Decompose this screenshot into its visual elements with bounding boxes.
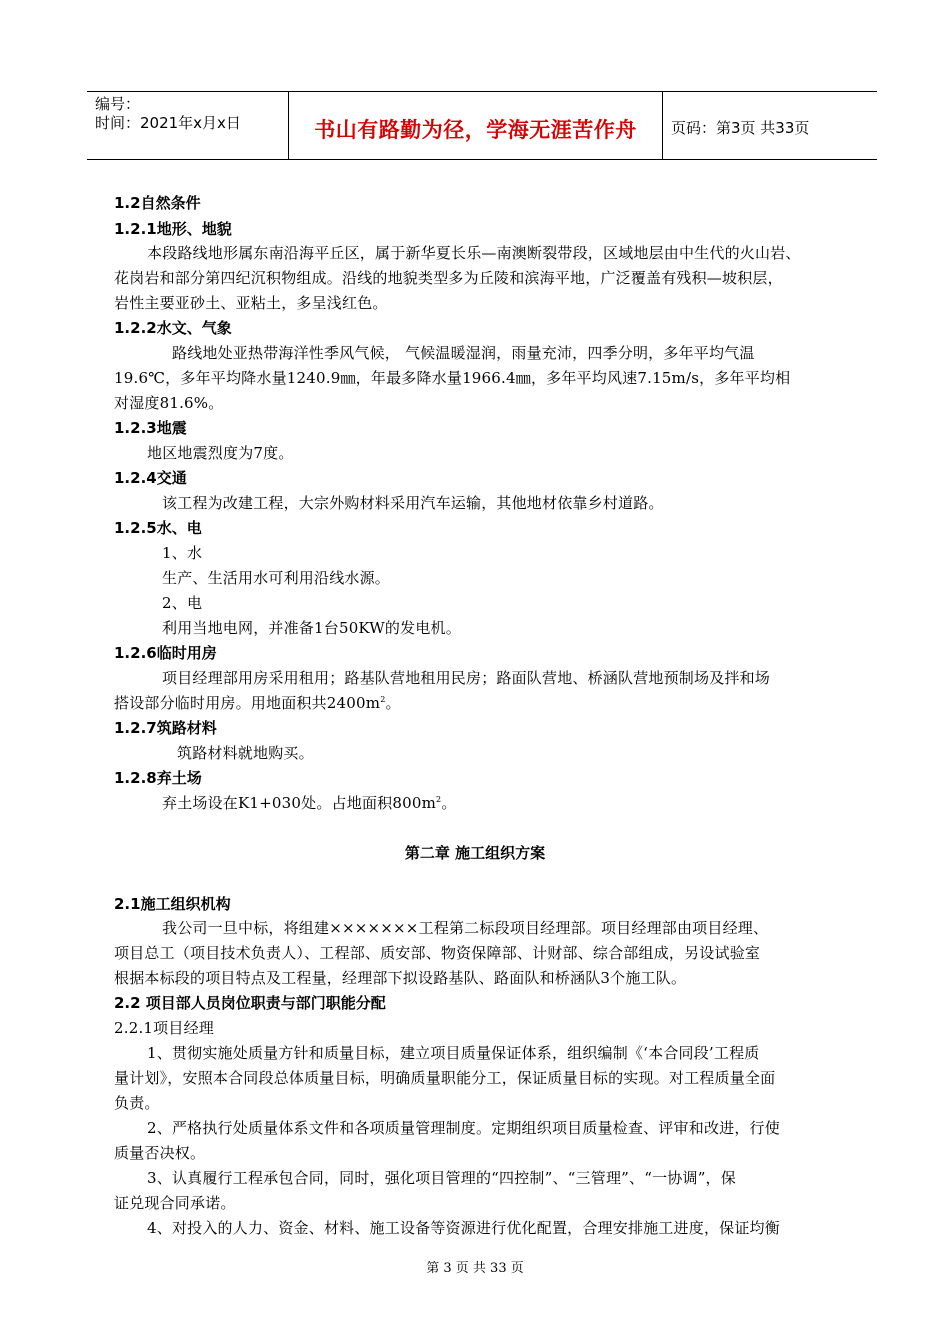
paragraph-line: 3、认真履行工程承包合同，同时，强化项目管理的“四控制”、“三管理”、“一协调”，保	[147, 1169, 736, 1187]
paragraph-line: 我公司一旦中标，将组建×××××××工程第二标段项目经理部。项目经理部由项目经理、	[162, 919, 769, 937]
paragraph-line: 2、严格执行处质量体系文件和各项质量管理制度。定期组织项目质量检查、评审和改进，行使	[147, 1119, 780, 1137]
page-footer: 第 3 页 共 33 页	[426, 1261, 524, 1276]
paragraph-line: 证兑现合同承诺。	[114, 1194, 236, 1212]
list-item: 1、水	[162, 544, 203, 562]
superscript: 2	[436, 795, 442, 804]
heading-1-2-2: 1.2.2水文、气象	[114, 319, 232, 337]
header-meta-cell	[87, 92, 288, 159]
paragraph-line: 生产、生活用水可利用沿线水源。	[162, 569, 391, 587]
heading-2-2: 2.2 项目部人员岗位职责与部门职能分配	[114, 994, 386, 1012]
serial-label: 编号：	[95, 95, 141, 113]
page-header	[87, 91, 877, 160]
paragraph-line: 花岗岩和部分第四纪沉积物组成。沿线的地貌类型多为丘陵和滨海平地，广泛覆盖有残积—坡积层，	[114, 269, 783, 287]
paragraph-line: 量计划》，安照本合同段总体质量目标，明确质量职能分工，保证质量目标的实现。对工程质量全面	[114, 1069, 776, 1087]
paragraph-line: 质量否决权。	[114, 1144, 206, 1162]
heading-1-2-5: 1.2.5水、电	[114, 519, 202, 537]
paragraph-line: 项目总工（项目技术负责人）、工程部、质安部、物资保障部、计财部、综合部组成，另设试验室	[114, 944, 761, 962]
header-page-cell	[662, 92, 877, 159]
paragraph-line: 搭设部分临时用房。用地面积共$2400m^2$。	[114, 694, 401, 712]
chapter-title: 第二章 施工组织方案	[404, 844, 546, 862]
paragraph-line: 该工程为改建工程，大宗外购材料采用汽车运输，其他地材依靠乡村道路。	[162, 494, 664, 512]
paragraph-line: 19.6℃，多年平均降水量1240.9㎜，年最多降水量1966.4㎜，多年平均风速7.15m/s，多年平均相	[114, 369, 791, 387]
paragraph-line: 地区地震烈度为7度。	[147, 444, 294, 462]
paragraph-line: 本段路线地形属东南沿海平丘区，属于新华夏长乐—南澳断裂带段，区域地层由中生代的火山岩、	[147, 244, 801, 262]
heading-1-2: 1.2自然条件	[114, 194, 201, 212]
paragraph-line: 1、贯彻实施处质量方针和质量目标，建立项目质量保证体系，组织编制《‘本合同段’工程质	[147, 1044, 760, 1062]
paragraph-line: 根据本标段的项目特点及工程量，经理部下拟设路基队、路面队和桥涵队3个施工队。	[114, 969, 687, 987]
paragraph-line: 对湿度81.6%。	[114, 394, 224, 412]
paragraph-line: 负责。	[114, 1094, 160, 1112]
page-info: 页码：第3页 共33页	[671, 119, 810, 137]
paragraph-line: 路线地处亚热带海洋性季风气候， 气候温暖湿润，雨量充沛，四季分明，多年平均气温	[172, 344, 755, 362]
paragraph-line: 项目经理部用房采用租用；路基队营地租用民房；路面队营地、桥涵队营地预制场及拌和场	[162, 669, 771, 687]
heading-1-2-8: 1.2.8弃土场	[114, 769, 202, 787]
heading-1-2-6: 1.2.6临时用房	[114, 644, 217, 662]
paragraph-line: 弃土场设在K1+030处。占地面积$800m^2$。	[162, 794, 457, 812]
time-label: 时间：2021年x月x日	[95, 114, 241, 132]
superscript: 2	[380, 695, 386, 704]
heading-2-1: 2.1施工组织机构	[114, 895, 231, 913]
heading-1-2-1: 1.2.1地形、地貌	[114, 220, 232, 238]
heading-2-2-1: 2.2.1项目经理	[114, 1019, 214, 1037]
paragraph-line: 岩性主要亚砂土、亚粘土，多呈浅红色。	[114, 294, 388, 312]
heading-1-2-4: 1.2.4交通	[114, 469, 187, 487]
header-motto-cell	[288, 92, 663, 159]
list-item: 2、电	[162, 594, 203, 612]
paragraph-line: 利用当地电网，并准备1台50KW的发电机。	[162, 619, 461, 637]
paragraph-line: 4、对投入的人力、资金、材料、施工设备等资源进行优化配置，合理安排施工进度，保证均衡	[147, 1219, 780, 1237]
motto: 书山有路勤为径，学海无涯苦作舟	[314, 118, 637, 142]
heading-1-2-7: 1.2.7筑路材料	[114, 719, 217, 737]
paragraph-line: 筑路材料就地购买。	[177, 744, 314, 762]
heading-1-2-3: 1.2.3地震	[114, 419, 187, 437]
